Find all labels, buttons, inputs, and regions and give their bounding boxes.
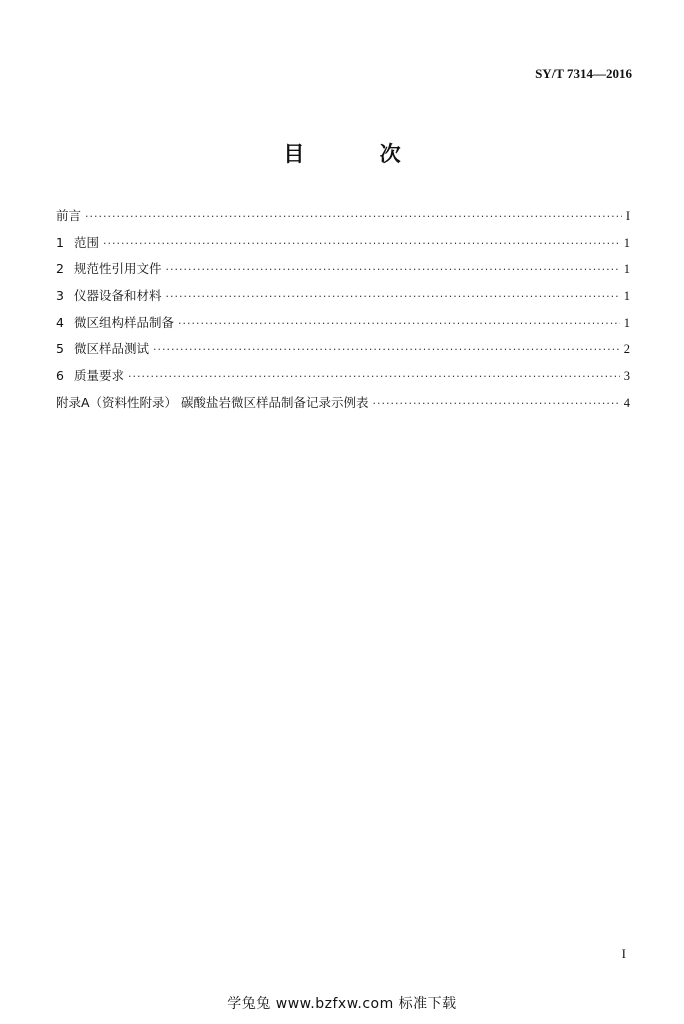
toc-entry-normative-references[interactable]	[56, 259, 630, 286]
page-number: I	[621, 946, 626, 961]
toc-page-number: 1	[623, 235, 630, 250]
toc-dot-leader	[128, 370, 620, 383]
toc-entry-quality-requirements[interactable]	[56, 366, 630, 393]
toc-entry-scope[interactable]	[56, 233, 630, 260]
toc-entry-sample-testing[interactable]	[56, 339, 630, 366]
toc-page-number: 1	[623, 262, 630, 277]
toc-entry-appendix-a[interactable]	[56, 393, 630, 420]
toc-entry-number: 4	[56, 314, 64, 330]
toc-entry-label: 范围	[74, 234, 100, 250]
toc-dot-leader	[166, 263, 620, 276]
toc-dot-leader	[153, 343, 620, 356]
toc-dot-leader	[373, 397, 620, 410]
toc-page-number: 1	[623, 315, 630, 330]
page-title: 目 次	[283, 142, 435, 166]
toc-page-number: 2	[623, 342, 630, 357]
table-of-contents	[56, 206, 630, 420]
toc-page-number: 1	[623, 289, 630, 304]
toc-entry-foreword[interactable]	[56, 206, 630, 233]
toc-entry-label: 前言	[56, 208, 82, 223]
document-code: SY/T 7314—2016	[535, 66, 632, 81]
watermark-text: 学兔兔 www.bzfxw.com 标准下载	[227, 996, 457, 1012]
toc-page-number: 4	[623, 395, 630, 410]
toc-dot-leader	[178, 317, 620, 330]
toc-entry-instruments[interactable]	[56, 286, 630, 313]
toc-dot-leader	[85, 210, 622, 223]
toc-page-number: 3	[623, 369, 630, 384]
toc-entry-label: 微区样品测试	[74, 341, 150, 357]
toc-entry-number: 1	[56, 234, 64, 250]
toc-dot-leader	[166, 290, 620, 303]
toc-entry-number: 6	[56, 368, 64, 384]
toc-entry-number: 5	[56, 341, 64, 357]
toc-entry-label: 微区组构样品制备	[74, 314, 175, 330]
toc-page-number: I	[625, 209, 630, 223]
toc-entry-label: 质量要求	[74, 368, 125, 384]
toc-dot-leader	[103, 237, 620, 250]
toc-entry-number: 2	[56, 261, 64, 277]
toc-entry-label: 附录A（资料性附录） 碳酸盐岩微区样品制备记录示例表	[56, 394, 369, 410]
toc-entry-label: 规范性引用文件	[74, 261, 162, 277]
toc-entry-sample-preparation[interactable]	[56, 313, 630, 340]
toc-entry-label: 仪器设备和材料	[74, 288, 162, 304]
toc-entry-number: 3	[56, 288, 64, 304]
